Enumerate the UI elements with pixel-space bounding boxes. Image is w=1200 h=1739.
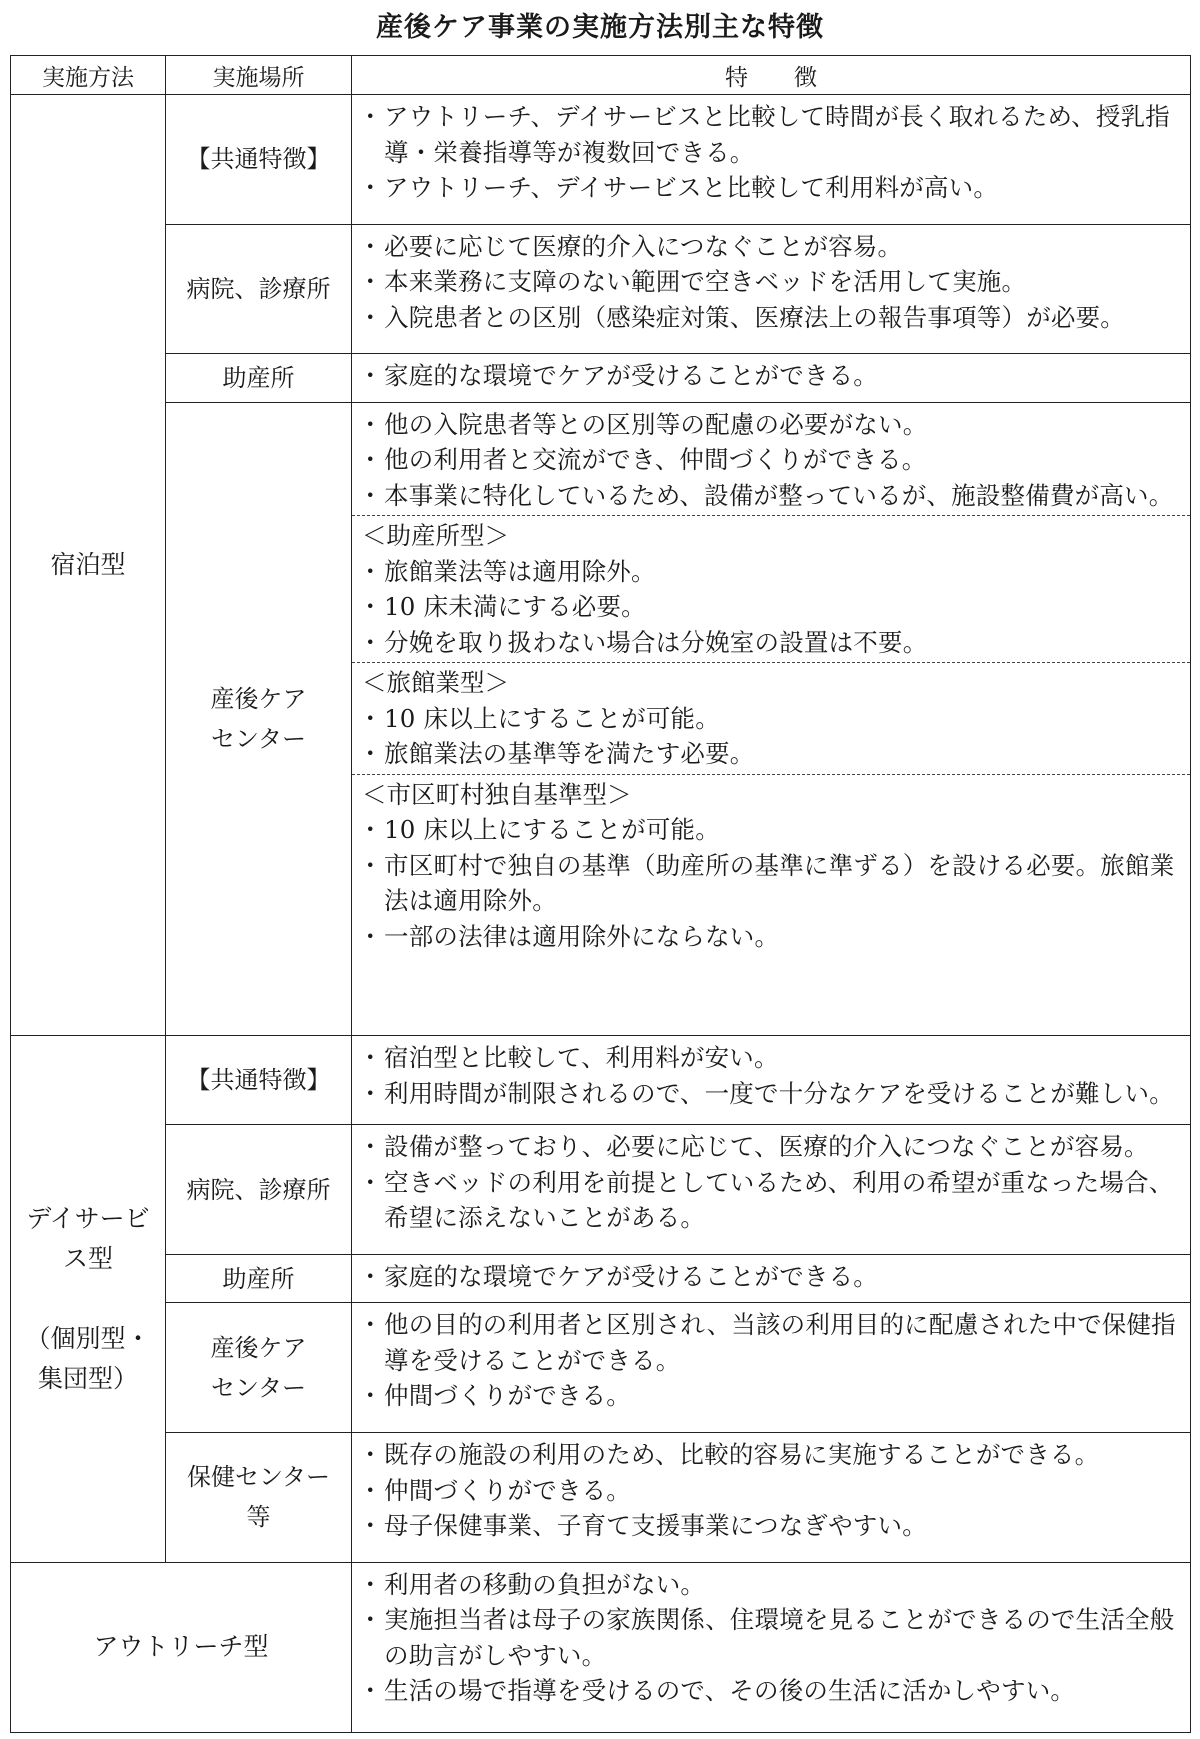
feature-item: ・ 家庭的な環境でケアが受けることができる。 [358, 1259, 1182, 1295]
place-cell [166, 1036, 352, 1125]
feature-item: ・ 宿泊型と比較して、利用料が安い。 [358, 1040, 1182, 1076]
place-label: 助産所 [222, 364, 295, 393]
feature-item: ・ 利用時間が制限されるので、一度で十分なケアを受けることが難しい。 [358, 1076, 1182, 1112]
place-label: 【共通特徴】 [186, 145, 331, 174]
feature-item: ・ 10 床以上にすることが可能。 [358, 812, 1182, 848]
feature-block [352, 774, 1190, 955]
place-cell [166, 1433, 352, 1563]
method-label: ス型 [62, 1243, 113, 1273]
feature-item: ・ 空きベッドの利用を前提としているため、利用の希望が重なった場合、希望に添えないことがある。 [358, 1165, 1182, 1236]
features-cell [352, 1125, 1191, 1255]
place-cell [166, 1303, 352, 1433]
feature-item: ・ 仲間づくりができる。 [358, 1378, 1182, 1414]
features-cell [352, 402, 1191, 1035]
feature-item: ・ アウトリーチ、デイサービスと比較して利用料が高い。 [358, 170, 1182, 206]
place-label: センター [210, 1373, 307, 1402]
feature-item: ・ 他の目的の利用者と区別され、当該の利用目的に配慮された中で保健指導を受けることができる。 [358, 1307, 1182, 1378]
features-cell [352, 1036, 1191, 1125]
feature-block-heading: ＜旅館業型＞ [362, 668, 509, 698]
method-cell [11, 1036, 166, 1563]
table-row [11, 1433, 1191, 1563]
table-row [11, 1036, 1191, 1125]
feature-item: ・ 設備が整っており、必要に応じて、医療的介入につなぐことが容易。 [358, 1129, 1182, 1165]
place-label: 等 [246, 1503, 271, 1532]
features-cell [352, 1254, 1191, 1303]
feature-block-heading: ＜助産所型＞ [362, 521, 509, 551]
features-cell [352, 1303, 1191, 1433]
place-cell [166, 1125, 352, 1255]
method-cell [11, 1562, 352, 1732]
header-features: 特 徴 [352, 56, 1191, 95]
features-cell [352, 1433, 1191, 1563]
feature-item: ・ 家庭的な環境でケアが受けることができる。 [358, 358, 1182, 394]
header-row [11, 56, 1191, 95]
feature-block [352, 229, 1190, 336]
place-label: 病院、診療所 [186, 1175, 331, 1204]
method-cell [11, 95, 166, 1036]
feature-block-heading: ＜市区町村独自基準型＞ [362, 779, 632, 809]
feature-block [352, 1567, 1190, 1709]
feature-item: ・ 分娩を取り扱わない場合は分娩室の設置は不要。 [358, 625, 1182, 661]
table-body [11, 95, 1191, 1733]
place-label: センター [210, 725, 307, 753]
feature-item: ・ 生活の場で指導を受けるので、その後の生活に活かしやすい。 [358, 1673, 1182, 1709]
place-label: 産後ケア [210, 685, 307, 713]
feature-block [352, 1259, 1190, 1295]
method-label [11, 1279, 165, 1319]
place-cell [166, 95, 352, 225]
table-row [11, 354, 1191, 403]
features-cell [352, 354, 1191, 403]
feature-item: ・ 一部の法律は適用除外にならない。 [358, 919, 1182, 955]
place-cell [166, 224, 352, 354]
header-place: 実施場所 [166, 56, 352, 95]
features-cell [352, 224, 1191, 354]
method-label: アウトリーチ型 [93, 1632, 269, 1662]
feature-item: ・ 他の利用者と交流ができ、仲間づくりができる。 [358, 442, 1182, 478]
method-label: 宿泊型 [50, 550, 126, 580]
place-label: 保健センター [186, 1463, 331, 1492]
place-cell [166, 402, 352, 1035]
feature-block [352, 662, 1190, 772]
method-label: デイサービ [26, 1203, 150, 1233]
feature-item: ・ 入院患者との区別（感染症対策、医療法上の報告事項等）が必要。 [358, 300, 1182, 336]
feature-item: ・ 市区町村で独自の基準（助産所の基準に準ずる）を設ける必要。旅館業法は適用除外。 [358, 848, 1182, 919]
feature-item: ・ 旅館業法等は適用除外。 [358, 554, 1182, 590]
feature-item: ・ 利用者の移動の負担がない。 [358, 1567, 1182, 1603]
table-row [11, 402, 1191, 1035]
feature-item: ・ 本来業務に支障のない範囲で空きベッドを活用して実施。 [358, 264, 1182, 300]
feature-item: ・ 10 床以上にすることが可能。 [358, 701, 1182, 737]
feature-item: ・ 必要に応じて医療的介入につなぐことが容易。 [358, 229, 1182, 265]
table-row [11, 224, 1191, 354]
table-row [11, 1303, 1191, 1433]
place-label: 産後ケア [210, 1333, 307, 1362]
table-row [11, 95, 1191, 225]
feature-block [352, 1437, 1190, 1544]
table-row [11, 1562, 1191, 1732]
place-cell [166, 354, 352, 403]
table-row [11, 1254, 1191, 1303]
feature-item: ・ 他の入院患者等との区別等の配慮の必要がない。 [358, 407, 1182, 443]
feature-item: ・ 本事業に特化しているため、設備が整っているが、施設整備費が高い。 [358, 478, 1182, 514]
feature-item: ・ 既存の施設の利用のため、比較的容易に実施することができる。 [358, 1437, 1182, 1473]
place-label: 病院、診療所 [186, 274, 331, 303]
place-label: 【共通特徴】 [186, 1066, 331, 1095]
method-label: （個別型・ [25, 1323, 151, 1353]
header-method: 実施方法 [11, 56, 166, 95]
feature-block [352, 407, 1190, 514]
features-table [10, 55, 1191, 1733]
table-row [11, 1125, 1191, 1255]
feature-block [352, 1129, 1190, 1236]
feature-item: ・ 実施担当者は母子の家族関係、住環境を見ることができるので生活全般の助言がしやすい。 [358, 1602, 1182, 1673]
place-cell [166, 1254, 352, 1303]
features-cell [352, 1562, 1191, 1732]
feature-item: ・ アウトリーチ、デイサービスと比較して時間が長く取れるため、授乳指導・栄養指導等が複数回できる。 [358, 99, 1182, 170]
feature-block [352, 358, 1190, 394]
feature-block [352, 1040, 1190, 1111]
feature-block [352, 1307, 1190, 1414]
feature-block [352, 515, 1190, 660]
feature-block [352, 99, 1190, 206]
features-cell [352, 95, 1191, 225]
method-label: 集団型） [37, 1363, 138, 1393]
feature-item: ・ 旅館業法の基準等を満たす必要。 [358, 736, 1182, 772]
feature-item: ・ 10 床未満にする必要。 [358, 589, 1182, 625]
feature-item: ・ 母子保健事業、子育て支援事業につなぎやすい。 [358, 1508, 1182, 1544]
place-label: 助産所 [222, 1264, 295, 1293]
page-title: 産後ケア事業の実施方法別主な特徴 [376, 12, 824, 43]
feature-item: ・ 仲間づくりができる。 [358, 1473, 1182, 1509]
